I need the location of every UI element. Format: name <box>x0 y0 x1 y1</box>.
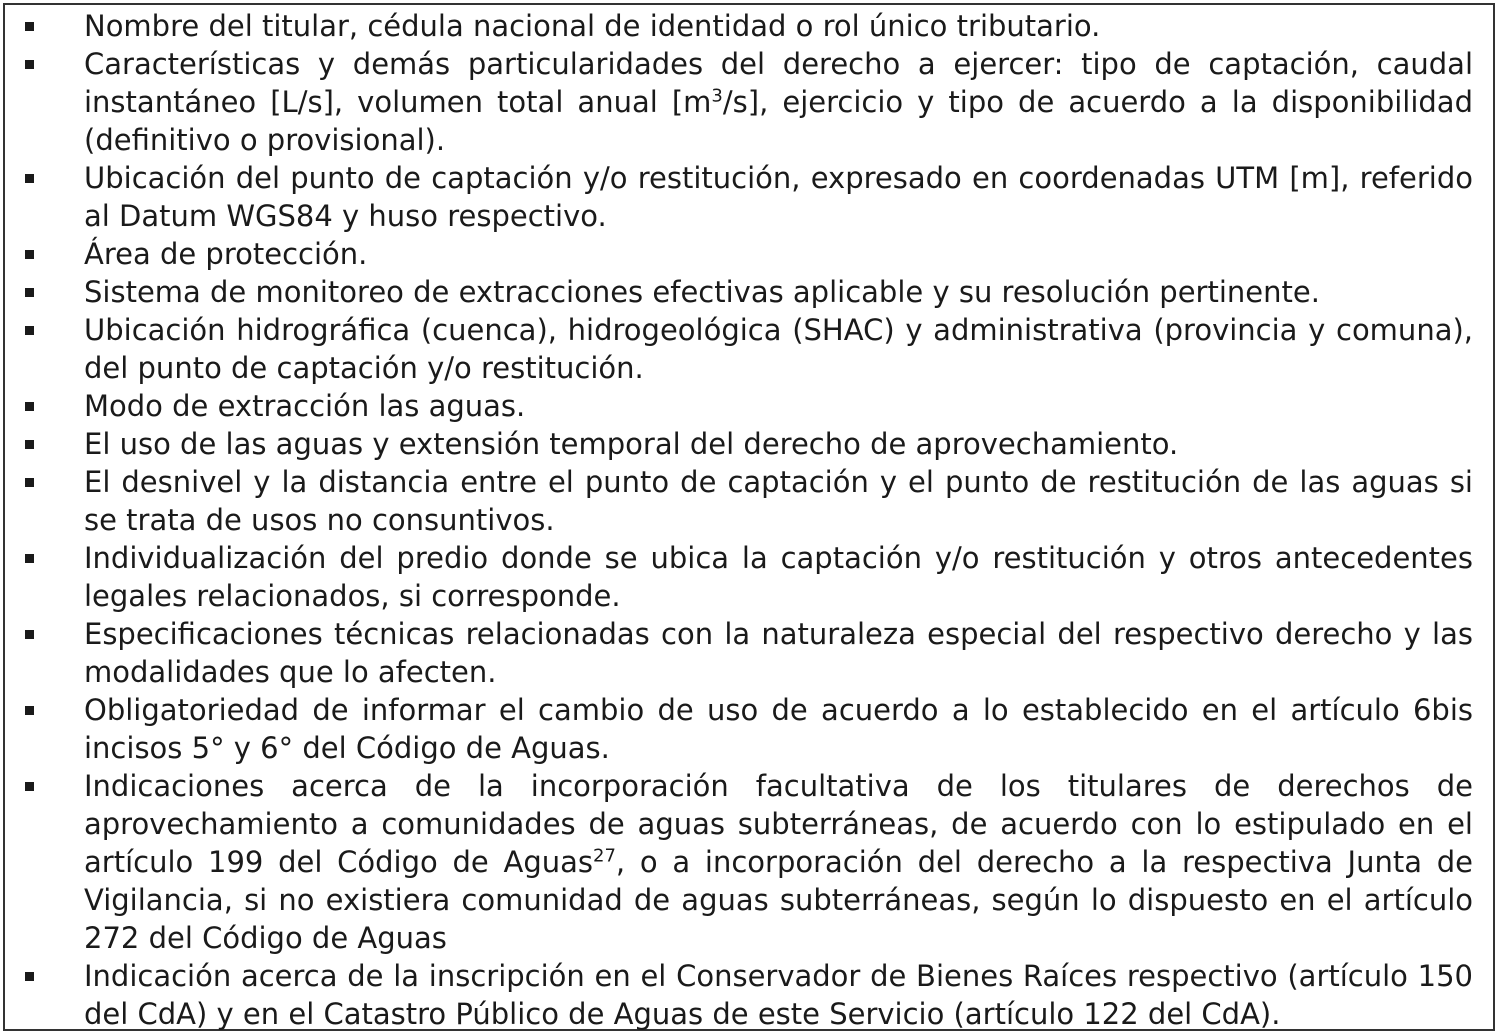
square-bullet-icon <box>25 402 34 411</box>
superscript: 3 <box>711 85 723 107</box>
list-item-text: Individualización del predio donde se ubica la captación y/o restitución y otros antecedentes legales relacionados, si corresponde. <box>84 541 1473 613</box>
list-item-text: Especificaciones técnicas relacionadas con la naturaleza especial del respectivo derecho y las modalidades que lo afecten. <box>84 617 1473 689</box>
footnote-reference: 27 <box>593 845 616 867</box>
list-item <box>5 691 1473 767</box>
square-bullet-icon <box>25 478 34 487</box>
list-item <box>5 539 1473 615</box>
square-bullet-icon <box>25 706 34 715</box>
square-bullet-icon <box>25 60 34 69</box>
list-item-text-after: /s], ejercicio y tipo de acuerdo a la disponibilidad (definitivo o provisional). <box>84 85 1473 157</box>
list-item <box>5 159 1473 235</box>
list-item-text: El uso de las aguas y extensión temporal del derecho de aprovechamiento. <box>84 427 1179 461</box>
list-item-text: Indicación acerca de la inscripción en el Conservador de Bienes Raíces respectivo (artículo 150 del CdA) y en el Catastro Público de Aguas de este Servicio (artículo 122 del CdA). <box>84 959 1473 1031</box>
list-item <box>5 45 1473 159</box>
square-bullet-icon <box>25 972 34 981</box>
list-item-text: Ubicación hidrográfica (cuenca), hidrogeológica (SHAC) y administrativa (provincia y comuna), del punto de captación y/o restitución. <box>84 313 1473 385</box>
list-item <box>5 311 1473 387</box>
list-item-text: Área de protección. <box>84 237 368 271</box>
requirements-list <box>5 5 1493 1033</box>
list-item <box>5 463 1473 539</box>
list-item-text: Nombre del titular, cédula nacional de identidad o rol único tributario. <box>84 9 1101 43</box>
list-item <box>5 387 1473 425</box>
square-bullet-icon <box>25 250 34 259</box>
square-bullet-icon <box>25 22 34 31</box>
square-bullet-icon <box>25 174 34 183</box>
list-item-text-after: , o a incorporación del derecho a la respectiva Junta de Vigilancia, si no existiera comunidad de aguas subterráneas, según lo dispuesto en el artículo 272 del Código de Aguas <box>84 845 1473 955</box>
list-item <box>5 957 1473 1033</box>
list-item <box>5 7 1473 45</box>
list-item-text: Sistema de monitoreo de extracciones efectivas aplicable y su resolución pertinente. <box>84 275 1320 309</box>
list-item <box>5 615 1473 691</box>
list-item <box>5 425 1473 463</box>
list-item-text: Ubicación del punto de captación y/o restitución, expresado en coordenadas UTM [m], referido al Datum WGS84 y huso respectivo. <box>84 161 1473 233</box>
requirements-box <box>3 3 1495 1031</box>
list-item <box>5 767 1473 957</box>
list-item-text: Modo de extracción las aguas. <box>84 389 526 423</box>
square-bullet-icon <box>25 630 34 639</box>
list-item-text: Indicaciones acerca de la incorporación facultativa de los titulares de derechos de aprovechamiento a comunidades de aguas subterráneas, de acuerdo con lo estipulado en el artículo 199 del Código de Aguas <box>84 769 1473 879</box>
list-item-text: Obligatoriedad de informar el cambio de uso de acuerdo a lo establecido en el artículo 6bis incisos 5° y 6° del Código de Aguas. <box>84 693 1473 765</box>
list-item <box>5 235 1473 273</box>
list-item <box>5 273 1473 311</box>
square-bullet-icon <box>25 782 34 791</box>
list-item-text: Características y demás particularidades del derecho a ejercer: tipo de captación, caudal instantáneo [L/s], volumen total anual [m <box>84 47 1473 119</box>
square-bullet-icon <box>25 288 34 297</box>
square-bullet-icon <box>25 554 34 563</box>
list-item-text: El desnivel y la distancia entre el punto de captación y el punto de restitución de las aguas si se trata de usos no consuntivos. <box>84 465 1473 537</box>
square-bullet-icon <box>25 440 34 449</box>
square-bullet-icon <box>25 326 34 335</box>
